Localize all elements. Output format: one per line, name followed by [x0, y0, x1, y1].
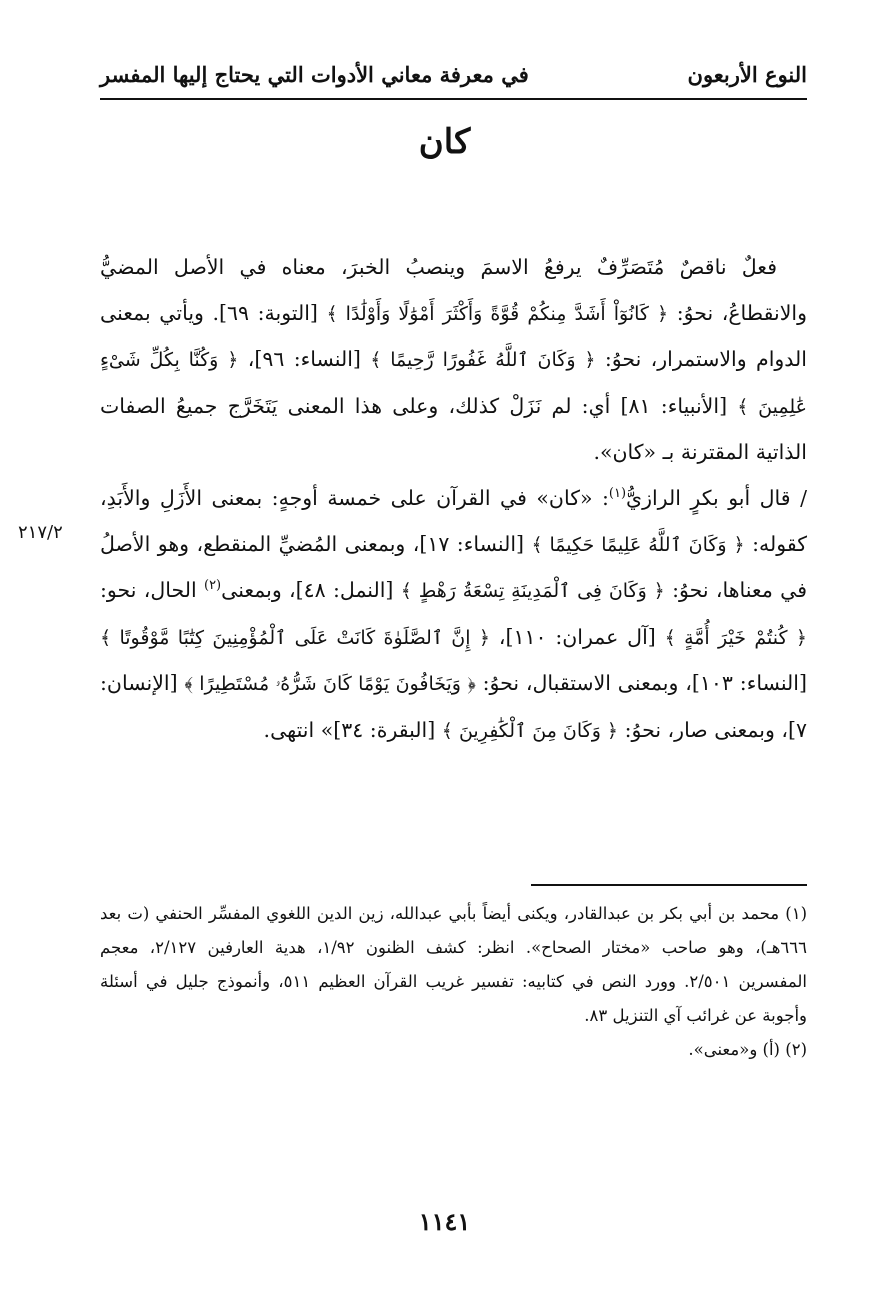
- text-segment: / قال أبو بكرٍ الرازيُّ: [626, 485, 807, 510]
- footnote-2: (٢) (أ) و«معنى».: [688, 1040, 807, 1059]
- header-divider: [100, 98, 807, 100]
- quran-verse: ﴿ كَانُوٓاْ أَشَدَّ مِنكُمْ قُوَّةً وَأَكْثَرَ أَمْوَٰلًا وَأَوْلَٰدًا ﴾: [326, 302, 669, 325]
- margin-volume-page-note: [18, 522, 94, 543]
- paragraph-1: [100, 245, 807, 476]
- chapter-label: النوع الأربعون: [687, 61, 807, 87]
- quran-verse: ﴿ وَكَانَ فِى ٱلْمَدِينَةِ تِسْعَةُ رَهْطٍ ﴾: [400, 580, 665, 603]
- quran-verse: ﴿ وَكَانَ ٱللَّهُ عَلِيمًا حَكِيمًا ﴾: [531, 533, 745, 556]
- section-heading: كان: [418, 122, 471, 162]
- running-header: [100, 54, 807, 94]
- paragraph-2: [100, 476, 807, 755]
- text-segment: فعلٌ ناقصٌ مُتَصَرِّفٌ يرفعُ الاسمَ وينصبُ الخبرَ، معناه في الأصل المضيُّ والانقطاعُ، نحوُ:: [100, 255, 807, 325]
- text-segment: [النساء: ١٠٣]، وبمعنى الاستقبال، نحوُ:: [475, 671, 807, 696]
- text-segment: [الأنبياء: ٨١] أي: لم نَزَلْ كذلك، وعلى هذا المعنى يَتَخَرَّج جميعُ الصفات الذاتية المقترنة بـ «كان».: [100, 393, 807, 465]
- text-segment: [النمل: ٤٨]، وبمعنى: [221, 578, 401, 603]
- text-segment: [النساء: ٩٦]،: [238, 347, 371, 372]
- page-number: ١١٤١: [418, 1207, 471, 1236]
- footnote-reference[interactable]: (١): [608, 486, 627, 502]
- chapter-title: في معرفة معاني الأدوات التي يحتاج إليها المفسر: [100, 61, 529, 87]
- text-segment: [البقرة: ٣٤]» انتهى.: [263, 717, 442, 742]
- text-segment: [آل عمران: ١١٠]،: [490, 624, 665, 649]
- quran-verse: ﴿ إِنَّ ٱلصَّلَوٰةَ كَانَتْ عَلَى ٱلْمُؤْمِنِينَ كِتَٰبًا مَّوْقُوتًا ﴾: [100, 626, 491, 649]
- footnote-1: (١) محمد بن أبي بكر بن عبدالقادر، ويكنى أيضاً بأبي عبدالله، زين الدين اللغوي المفسِّر الحنفي (ت بعد ٦٦٦هـ)، وهو صاحب «مختار الصحاح». انظر: كشف الظنون ١/٩٢، هدية العارفين ٢/١٢٧، معجم المفسرين ٢/٥٠١. وورد النص في كتابيه: تفسير غريب القرآن العظيم ٥١١، وأنموذج جليل في أسئلة وأجوبة عن غرائب آي التنزيل ٨٣.: [100, 904, 807, 1025]
- text-segment: : «كان» في القرآن على خمسة أوجهٍ: بمعنى الأَزَلِ والأَبَدِ، كقوله:: [100, 485, 807, 556]
- quran-verse: ﴿ وَكُنَّا بِكُلِّ شَىْءٍ عَٰلِمِينَ ﴾: [100, 349, 807, 418]
- footnote-divider: [531, 884, 807, 886]
- quran-verse: ﴿ كُنتُمْ خَيْرَ أُمَّةٍ ﴾: [664, 626, 807, 649]
- text-segment: [النساء: ١٧]، وبمعنى المُضيِّ المنقطع، وهو الأصلُ في معناها، نحوُ:: [100, 531, 807, 603]
- text-segment: الحال، نحو:: [100, 578, 204, 603]
- quran-verse: ﴿ وَكَانَ مِنَ ٱلْكَٰفِرِينَ ﴾: [441, 719, 619, 742]
- margin-note-text: ٢١٧/٢: [18, 522, 63, 543]
- body-text: [100, 245, 807, 755]
- text-segment: [التوبة: ٦٩]. ويأتي بمعنى الدوام والاستمرار، نحوُ:: [100, 300, 807, 372]
- text-segment: [الإنسان: ٧]، وبمعنى صار، نحوُ:: [100, 671, 807, 742]
- quran-verse: ﴿ وَكَانَ ٱللَّهُ غَفُورًا رَّحِيمًا ﴾: [370, 349, 596, 372]
- footnotes: [100, 897, 807, 1067]
- quran-verse: ﴿ وَيَخَافُونَ يَوْمًا كَانَ شَرُّهُۥ مُسْتَطِيرًا ﴾: [184, 673, 476, 696]
- footnote-reference[interactable]: (٢): [203, 578, 222, 594]
